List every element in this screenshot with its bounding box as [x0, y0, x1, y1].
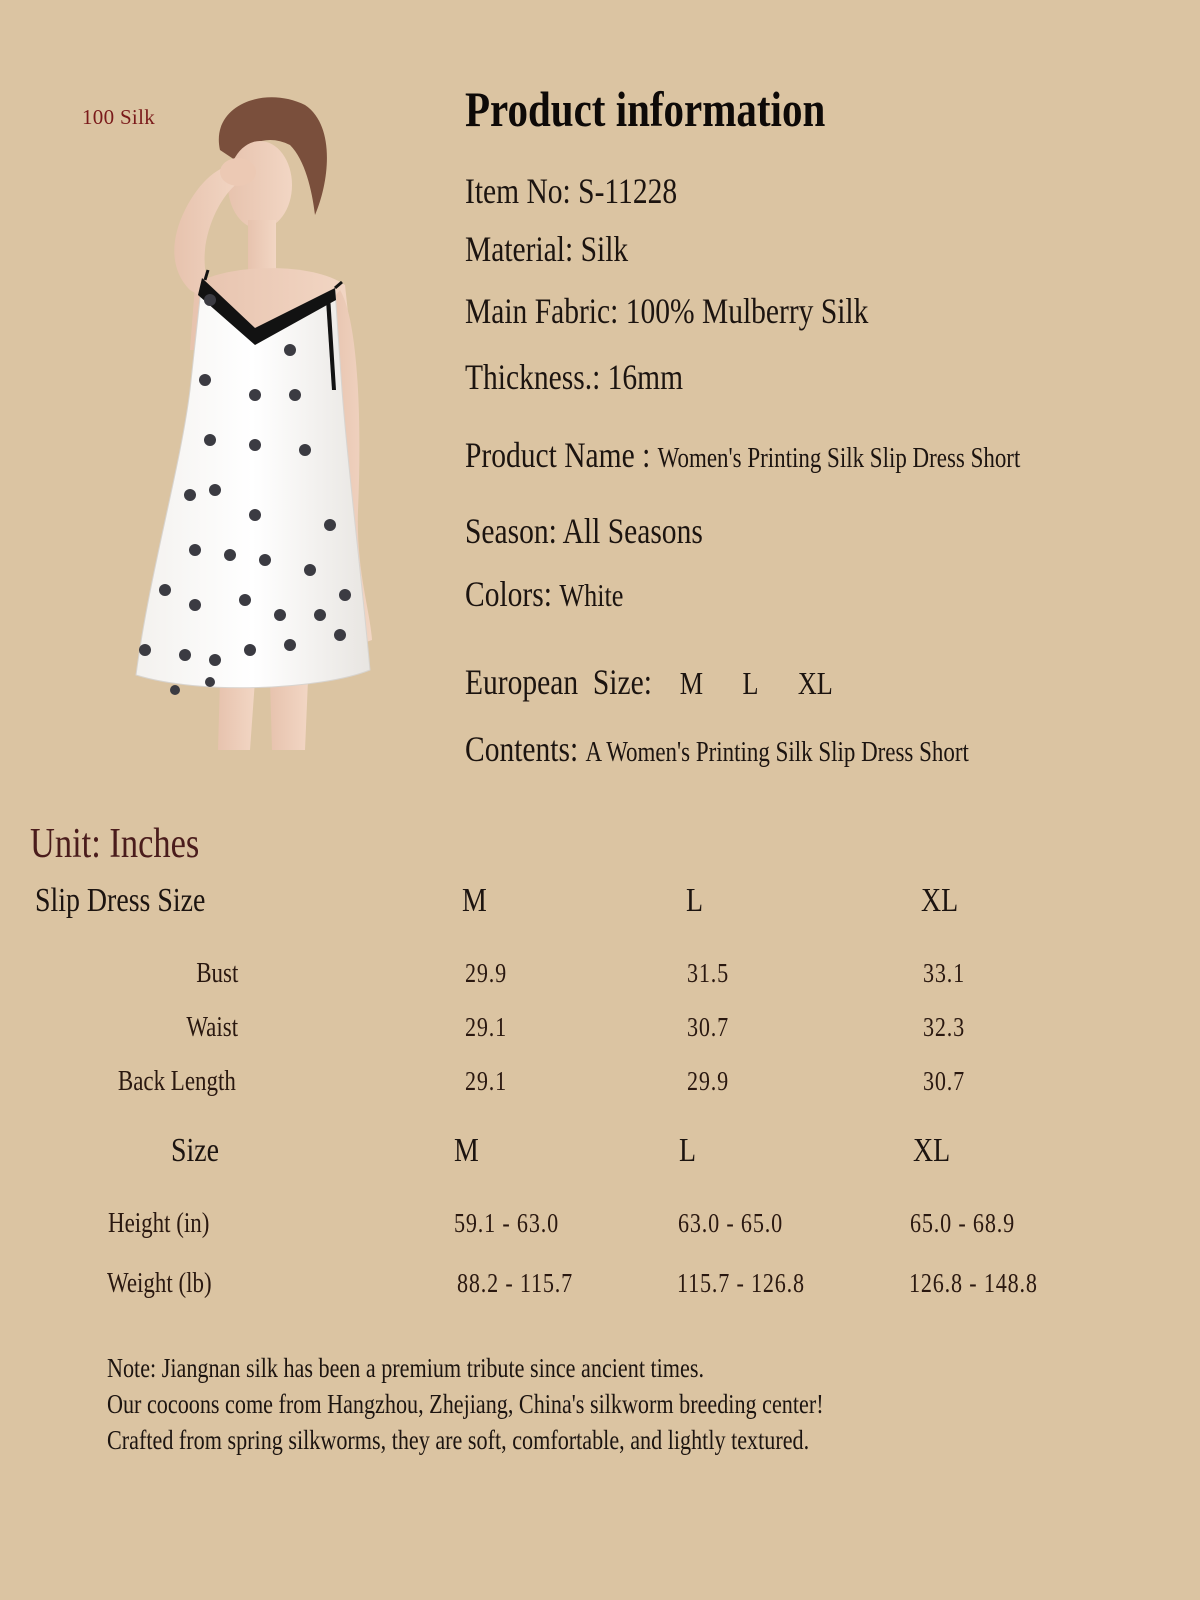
- fit-chart-header-label: Size: [171, 1132, 220, 1169]
- item-no-value: S-11228: [578, 171, 678, 211]
- material-row: [465, 228, 664, 270]
- size-chart-row-label: Waist: [186, 1012, 238, 1043]
- colors-value: White: [559, 577, 624, 613]
- size-chart-cell: 29.9: [465, 958, 508, 988]
- product-name-value: Women's Printing Silk Slip Dress Short: [657, 443, 1021, 474]
- size-chart-cell: 29.1: [465, 1012, 508, 1042]
- size-chart-cell: 31.5: [687, 958, 730, 988]
- material-label: Material:: [465, 229, 574, 269]
- fit-chart-cell: 126.8 - 148.8: [909, 1268, 1038, 1298]
- unit-heading: [30, 820, 236, 868]
- fit-chart-cell: 63.0 - 65.0: [678, 1208, 783, 1238]
- product-name-label: Product Name :: [465, 435, 651, 475]
- colors-row: [465, 573, 658, 615]
- fit-chart-row-label: Weight (lb): [107, 1268, 212, 1299]
- item-no-row: [465, 170, 724, 212]
- unit-heading-text: Unit: Inches: [30, 821, 200, 867]
- size-chart-cell: 29.1: [465, 1066, 508, 1096]
- product-info-title-text: Product information: [465, 81, 826, 137]
- size-chart-header-xl: XL: [921, 882, 959, 919]
- size-chart-header-label: Slip Dress Size: [35, 882, 206, 919]
- thickness-row: [465, 356, 731, 398]
- size-option-l: L: [742, 665, 759, 701]
- season-value: All Seasons: [562, 511, 703, 551]
- size-chart-row-label: Bust: [195, 958, 238, 989]
- silk-origin-note: [107, 1350, 981, 1458]
- european-size-row: [465, 661, 914, 703]
- fit-chart-header-m: M: [454, 1132, 479, 1169]
- main-fabric-label: Main Fabric:: [465, 291, 619, 331]
- size-chart-cell: 32.3: [923, 1012, 966, 1042]
- fit-chart-cell: 115.7 - 126.8: [677, 1268, 805, 1298]
- model-dress-illustration: [90, 90, 410, 760]
- thickness-label: Thickness.:: [465, 357, 601, 397]
- product-photo: [90, 90, 410, 760]
- size-chart-cell: 30.7: [923, 1066, 966, 1096]
- material-value: Silk: [580, 229, 629, 269]
- fit-chart-cell: 65.0 - 68.9: [910, 1208, 1015, 1238]
- item-no-label: Item No:: [465, 171, 571, 211]
- size-option-m: M: [679, 665, 704, 701]
- size-chart-row-label: Back Length: [118, 1066, 236, 1097]
- size-chart-cell: 33.1: [923, 958, 966, 988]
- note-line: Note: Jiangnan silk has been a premium tribute since ancient times.: [107, 1353, 705, 1383]
- fit-chart-row-label: Height (in): [108, 1208, 210, 1239]
- product-name-row: [465, 434, 1142, 476]
- product-info-title: [465, 80, 904, 138]
- note-line: Crafted from spring silkworms, they are soft, comfortable, and lightly textured.: [107, 1425, 810, 1455]
- fit-chart-cell: 59.1 - 63.0: [454, 1208, 559, 1238]
- fit-chart-cell: 88.2 - 115.7: [457, 1268, 574, 1298]
- size-chart-header-m: M: [462, 882, 487, 919]
- contents-label: Contents:: [465, 729, 579, 769]
- european-size-label: European Size:: [465, 662, 652, 702]
- season-label: Season:: [465, 511, 557, 551]
- thickness-value: 16mm: [607, 357, 684, 397]
- size-chart-cell: 29.9: [687, 1066, 730, 1096]
- main-fabric-value: 100% Mulberry Silk: [625, 291, 869, 331]
- size-chart-cell: 30.7: [687, 1012, 730, 1042]
- colors-label: Colors:: [465, 574, 552, 614]
- silk-badge: 100 Silk: [82, 105, 155, 129]
- fit-chart-header-xl: XL: [913, 1132, 951, 1169]
- contents-row: [465, 728, 1079, 770]
- size-option-xl: XL: [797, 665, 833, 701]
- contents-value: A Women's Printing Silk Slip Dress Short: [585, 737, 969, 768]
- main-fabric-row: [465, 290, 957, 332]
- note-line: Our cocoons come from Hangzhou, Zhejiang, China's silkworm breeding center!: [107, 1389, 824, 1419]
- fit-chart-header-l: L: [679, 1132, 697, 1169]
- size-chart-header-l: L: [686, 882, 704, 919]
- season-row: [465, 510, 755, 552]
